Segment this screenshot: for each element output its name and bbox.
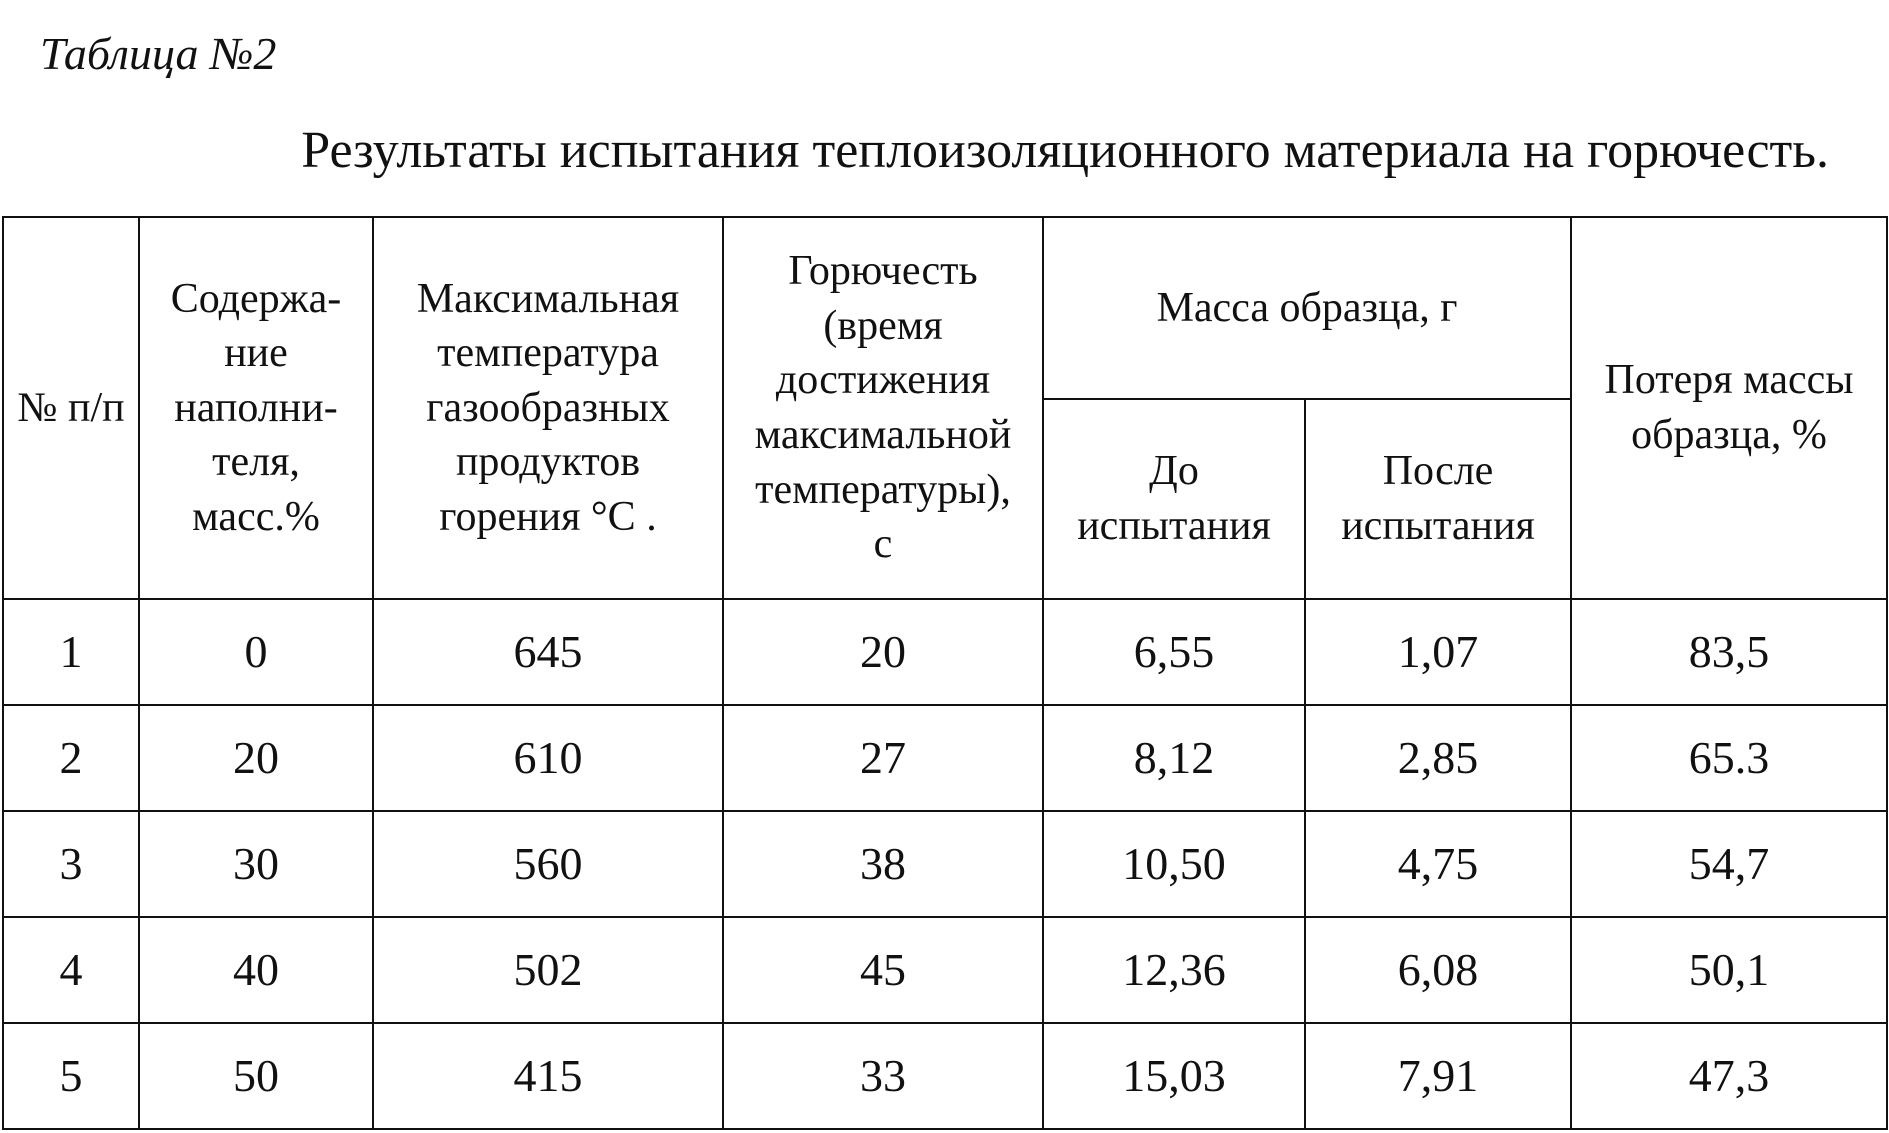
header-filler-content [139,217,373,599]
cell-mass-before: 12,36 [1043,917,1305,1023]
table-row [3,705,1887,811]
header-mass-after-test-text: После испытания [1341,448,1535,549]
cell-flammability: 38 [723,811,1043,917]
cell-row-number: 3 [3,811,139,917]
cell-mass-before: 15,03 [1043,1023,1305,1129]
header-sample-mass-group [1043,217,1571,399]
cell-mass-after: 1,07 [1305,599,1571,705]
cell-filler-content: 50 [139,1023,373,1129]
cell-mass-before: 10,50 [1043,811,1305,917]
header-row-number-text: № п/п [17,384,125,431]
header-max-temperature-text: Максимальная температура газообразных продуктов горения °С . [416,275,680,540]
cell-mass-before: 8,12 [1043,705,1305,811]
header-flammability-text: Горючесть (время достижения максимальной температуры), с [754,248,1012,568]
cell-filler-content: 40 [139,917,373,1023]
cell-flammability: 33 [723,1023,1043,1129]
cell-max-temperature: 645 [373,599,723,705]
table-row [3,917,1887,1023]
cell-mass-loss: 54,7 [1571,811,1887,917]
cell-max-temperature: 415 [373,1023,723,1129]
header-mass-loss [1571,217,1887,599]
header-filler-content-text: Содержа- ние наполни- теля, масс.% [170,275,342,540]
cell-flammability: 20 [723,599,1043,705]
cell-max-temperature: 560 [373,811,723,917]
cell-mass-loss: 65.3 [1571,705,1887,811]
cell-row-number: 5 [3,1023,139,1129]
cell-flammability: 45 [723,917,1043,1023]
cell-filler-content: 30 [139,811,373,917]
cell-mass-after: 4,75 [1305,811,1571,917]
cell-flammability: 27 [723,705,1043,811]
cell-mass-after: 2,85 [1305,705,1571,811]
header-flammability [723,217,1043,599]
cell-mass-loss: 47,3 [1571,1023,1887,1129]
cell-max-temperature: 502 [373,917,723,1023]
cell-row-number: 2 [3,705,139,811]
cell-mass-after: 7,91 [1305,1023,1571,1129]
cell-filler-content: 20 [139,705,373,811]
cell-mass-loss: 83,5 [1571,599,1887,705]
cell-mass-before: 6,55 [1043,599,1305,705]
header-mass-after-test [1305,399,1571,599]
cell-row-number: 4 [3,917,139,1023]
table-row [3,599,1887,705]
table-row [3,1023,1887,1129]
cell-mass-after: 6,08 [1305,917,1571,1023]
cell-filler-content: 0 [139,599,373,705]
header-mass-before-test [1043,399,1305,599]
cell-max-temperature: 610 [373,705,723,811]
document-title: Результаты испытания теплоизоляционного материала на горючесть. [301,122,1829,179]
header-sample-mass-group-text: Масса образца, г [1156,284,1458,331]
table-caption-label: Таблица №2 [40,28,277,79]
table-row [3,811,1887,917]
results-table [2,216,1888,1130]
cell-row-number: 1 [3,599,139,705]
header-row-number [3,217,139,599]
header-mass-before-test-text: До испытания [1077,448,1271,549]
cell-mass-loss: 50,1 [1571,917,1887,1023]
header-mass-loss-text: Потеря массы образца, % [1604,357,1854,458]
header-max-temperature [373,217,723,599]
